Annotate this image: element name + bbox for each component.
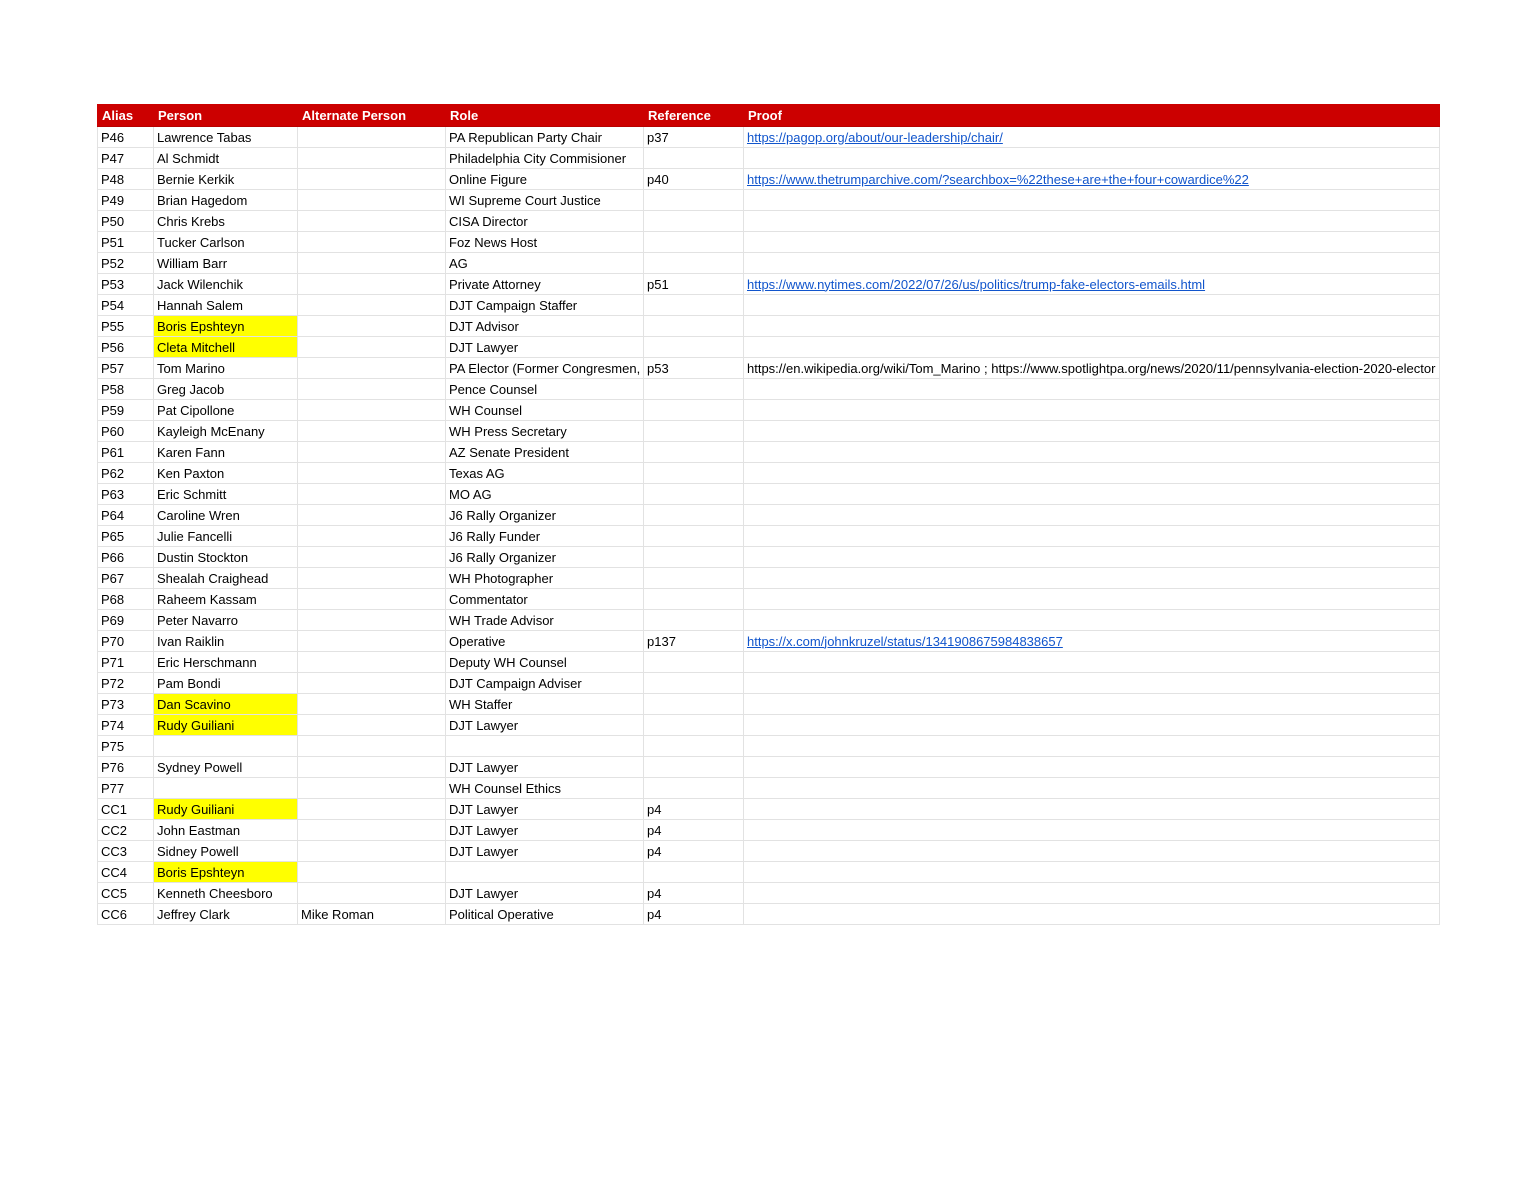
cell-alias[interactable]: P54 — [98, 295, 154, 316]
cell-alternate-person[interactable] — [298, 316, 446, 337]
cell-role[interactable]: Commentator — [446, 589, 644, 610]
cell-proof[interactable] — [744, 232, 1440, 253]
cell-alias[interactable]: CC1 — [98, 799, 154, 820]
cell-alias[interactable]: P58 — [98, 379, 154, 400]
cell-alias[interactable]: P60 — [98, 421, 154, 442]
cell-role[interactable]: Operative — [446, 631, 644, 652]
cell-person[interactable]: Sidney Powell — [154, 841, 298, 862]
cell-reference[interactable] — [644, 232, 744, 253]
cell-role[interactable]: DJT Campaign Adviser — [446, 673, 644, 694]
table-row — [98, 505, 1440, 526]
table-row — [98, 820, 1440, 841]
cell-role[interactable]: WH Photographer — [446, 568, 644, 589]
cell-person[interactable]: Tom Marino — [154, 358, 298, 379]
cell-alias[interactable]: P62 — [98, 463, 154, 484]
cell-person[interactable] — [154, 778, 298, 799]
cell-alternate-person[interactable] — [298, 379, 446, 400]
cell-alternate-person[interactable] — [298, 337, 446, 358]
cell-proof[interactable] — [744, 589, 1440, 610]
cell-person[interactable]: Jack Wilenchik — [154, 274, 298, 295]
cell-alternate-person[interactable] — [298, 400, 446, 421]
table-row — [98, 400, 1440, 421]
cell-alias[interactable]: P51 — [98, 232, 154, 253]
table-row — [98, 715, 1440, 736]
cell-reference[interactable] — [644, 337, 744, 358]
table-row — [98, 127, 1440, 148]
cell-person[interactable]: Peter Navarro — [154, 610, 298, 631]
cell-person[interactable]: Ken Paxton — [154, 463, 298, 484]
cell-alternate-person[interactable] — [298, 295, 446, 316]
cell-person[interactable]: Lawrence Tabas — [154, 127, 298, 148]
cell-role[interactable]: J6 Rally Organizer — [446, 547, 644, 568]
cell-reference[interactable] — [644, 568, 744, 589]
cell-alias[interactable]: CC5 — [98, 883, 154, 904]
table-row — [98, 442, 1440, 463]
cell-reference[interactable]: p37 — [644, 127, 744, 148]
cell-alternate-person[interactable]: Mike Roman — [298, 904, 446, 925]
table-row — [98, 568, 1440, 589]
cell-role[interactable]: Deputy WH Counsel — [446, 652, 644, 673]
cell-alternate-person[interactable] — [298, 169, 446, 190]
table-row — [98, 862, 1440, 883]
cell-reference[interactable] — [644, 400, 744, 421]
table-row — [98, 274, 1440, 295]
cell-role[interactable]: Private Attorney — [446, 274, 644, 295]
cell-proof[interactable] — [744, 421, 1440, 442]
cell-proof[interactable] — [744, 253, 1440, 274]
cell-proof[interactable] — [744, 715, 1440, 736]
cell-alternate-person[interactable] — [298, 568, 446, 589]
cell-proof[interactable] — [744, 316, 1440, 337]
proof-link[interactable]: https://www.nytimes.com/2022/07/26/us/politics/trump-fake-electors-emails.html — [747, 276, 1206, 292]
cell-proof[interactable] — [744, 694, 1440, 715]
cell-role[interactable]: Foz News Host — [446, 232, 644, 253]
cell-alias[interactable]: P50 — [98, 211, 154, 232]
table-row — [98, 211, 1440, 232]
table-row — [98, 652, 1440, 673]
cell-alternate-person[interactable] — [298, 547, 446, 568]
table-row — [98, 190, 1440, 211]
cell-person[interactable]: Tucker Carlson — [154, 232, 298, 253]
table-row — [98, 421, 1440, 442]
cell-role[interactable]: DJT Lawyer — [446, 820, 644, 841]
cell-proof[interactable] — [744, 610, 1440, 631]
cell-person[interactable]: Brian Hagedom — [154, 190, 298, 211]
cell-role[interactable]: J6 Rally Organizer — [446, 505, 644, 526]
cell-person[interactable]: John Eastman — [154, 820, 298, 841]
cell-proof[interactable] — [744, 841, 1440, 862]
cell-alias[interactable]: P49 — [98, 190, 154, 211]
cell-role[interactable]: WH Press Secretary — [446, 421, 644, 442]
cell-person[interactable]: Raheem Kassam — [154, 589, 298, 610]
cell-reference[interactable] — [644, 295, 744, 316]
table-row — [98, 610, 1440, 631]
cell-role[interactable]: AG — [446, 253, 644, 274]
cell-person[interactable]: Pat Cipollone — [154, 400, 298, 421]
cell-alias[interactable]: P46 — [98, 127, 154, 148]
cell-alias[interactable]: P59 — [98, 400, 154, 421]
cell-role[interactable]: WH Counsel Ethics — [446, 778, 644, 799]
cell-role[interactable]: DJT Campaign Staffer — [446, 295, 644, 316]
cell-reference[interactable]: p4 — [644, 841, 744, 862]
header-row — [98, 105, 1440, 127]
cell-alternate-person[interactable] — [298, 232, 446, 253]
cell-reference[interactable] — [644, 757, 744, 778]
cell-alternate-person[interactable] — [298, 820, 446, 841]
cell-role[interactable]: DJT Lawyer — [446, 337, 644, 358]
cell-person[interactable]: Ivan Raiklin — [154, 631, 298, 652]
cell-alias[interactable]: P56 — [98, 337, 154, 358]
cell-person[interactable]: Sydney Powell — [154, 757, 298, 778]
spreadsheet — [97, 104, 1439, 925]
table-row — [98, 337, 1440, 358]
cell-person[interactable]: Cleta Mitchell — [154, 337, 298, 358]
cell-person[interactable]: Chris Krebs — [154, 211, 298, 232]
cell-proof[interactable] — [744, 904, 1440, 925]
cell-alias[interactable]: CC2 — [98, 820, 154, 841]
cell-proof[interactable] — [744, 169, 1440, 190]
table-row — [98, 883, 1440, 904]
cell-alias[interactable]: P53 — [98, 274, 154, 295]
cell-alias[interactable]: P64 — [98, 505, 154, 526]
cell-proof[interactable] — [744, 442, 1440, 463]
cell-role[interactable]: J6 Rally Funder — [446, 526, 644, 547]
cell-person[interactable]: Rudy Guiliani — [154, 715, 298, 736]
cell-alternate-person[interactable] — [298, 652, 446, 673]
cell-reference[interactable] — [644, 778, 744, 799]
cell-proof[interactable] — [744, 778, 1440, 799]
cell-reference[interactable]: p137 — [644, 631, 744, 652]
cell-alias[interactable]: P61 — [98, 442, 154, 463]
cell-person[interactable]: Boris Epshteyn — [154, 316, 298, 337]
cell-alternate-person[interactable] — [298, 526, 446, 547]
cell-role[interactable]: Political Operative — [446, 904, 644, 925]
cell-reference[interactable] — [644, 148, 744, 169]
cell-alias[interactable]: P77 — [98, 778, 154, 799]
cell-reference[interactable]: p4 — [644, 883, 744, 904]
cell-role[interactable]: DJT Lawyer — [446, 757, 644, 778]
table-row — [98, 316, 1440, 337]
cell-alias[interactable]: P73 — [98, 694, 154, 715]
cell-role[interactable]: Online Figure — [446, 169, 644, 190]
cell-alternate-person[interactable] — [298, 484, 446, 505]
cell-reference[interactable] — [644, 316, 744, 337]
cell-role[interactable]: DJT Lawyer — [446, 799, 644, 820]
cell-reference[interactable]: p4 — [644, 904, 744, 925]
cell-reference[interactable] — [644, 463, 744, 484]
table-row — [98, 169, 1440, 190]
table-row — [98, 295, 1440, 316]
cell-role[interactable]: DJT Lawyer — [446, 883, 644, 904]
cell-alternate-person[interactable] — [298, 190, 446, 211]
proof-link[interactable]: https://pagop.org/about/our-leadership/chair/ — [747, 129, 1003, 145]
cell-role[interactable]: WI Supreme Court Justice — [446, 190, 644, 211]
cell-person[interactable]: Al Schmidt — [154, 148, 298, 169]
cell-alternate-person[interactable] — [298, 505, 446, 526]
cell-role[interactable]: DJT Advisor — [446, 316, 644, 337]
cell-alias[interactable]: CC6 — [98, 904, 154, 925]
cell-alias[interactable]: CC3 — [98, 841, 154, 862]
cell-alias[interactable]: P76 — [98, 757, 154, 778]
cell-role[interactable] — [446, 862, 644, 883]
cell-alias[interactable]: P55 — [98, 316, 154, 337]
cell-role[interactable]: PA Elector (Former Congresmen, — [446, 358, 644, 379]
table-row — [98, 904, 1440, 925]
cell-proof[interactable] — [744, 736, 1440, 757]
cell-role[interactable]: PA Republican Party Chair — [446, 127, 644, 148]
cell-alias[interactable]: P47 — [98, 148, 154, 169]
cell-alternate-person[interactable] — [298, 883, 446, 904]
cell-role[interactable]: DJT Lawyer — [446, 841, 644, 862]
cell-proof[interactable] — [744, 652, 1440, 673]
table-row — [98, 526, 1440, 547]
cell-proof[interactable] — [744, 505, 1440, 526]
cell-reference[interactable]: p53 — [644, 358, 744, 379]
cell-alias[interactable]: P57 — [98, 358, 154, 379]
cell-person[interactable]: Pam Bondi — [154, 673, 298, 694]
cell-person[interactable]: Rudy Guiliani — [154, 799, 298, 820]
table-row — [98, 253, 1440, 274]
table-row — [98, 736, 1440, 757]
cell-proof[interactable]: https://en.wikipedia.org/wiki/Tom_Marino ; https://www.spotlightpa.org/news/2020/11/pennsylvania-election-2020-elector — [744, 358, 1440, 379]
cell-alternate-person[interactable] — [298, 736, 446, 757]
cell-reference[interactable] — [644, 652, 744, 673]
cell-proof[interactable] — [744, 484, 1440, 505]
cell-proof[interactable] — [744, 379, 1440, 400]
cell-reference[interactable] — [644, 673, 744, 694]
cell-role[interactable]: Philadelphia City Commisioner — [446, 148, 644, 169]
cell-role[interactable]: Texas AG — [446, 463, 644, 484]
cell-person[interactable]: William Barr — [154, 253, 298, 274]
cell-person[interactable]: Julie Fancelli — [154, 526, 298, 547]
cell-alternate-person[interactable] — [298, 589, 446, 610]
cell-role[interactable]: WH Staffer — [446, 694, 644, 715]
table-row — [98, 148, 1440, 169]
cell-alternate-person[interactable] — [298, 127, 446, 148]
cell-proof[interactable] — [744, 295, 1440, 316]
table-row — [98, 484, 1440, 505]
cell-alternate-person[interactable] — [298, 463, 446, 484]
cell-alternate-person[interactable] — [298, 631, 446, 652]
cell-alternate-person[interactable] — [298, 253, 446, 274]
cell-reference[interactable]: p4 — [644, 820, 744, 841]
cell-proof[interactable] — [744, 274, 1440, 295]
cell-reference[interactable] — [644, 484, 744, 505]
table-row — [98, 463, 1440, 484]
cell-alternate-person[interactable] — [298, 211, 446, 232]
cell-person[interactable]: Eric Herschmann — [154, 652, 298, 673]
cell-reference[interactable] — [644, 862, 744, 883]
cell-proof[interactable] — [744, 757, 1440, 778]
table-row — [98, 841, 1440, 862]
cell-role[interactable]: WH Trade Advisor — [446, 610, 644, 631]
cell-proof[interactable] — [744, 400, 1440, 421]
cell-reference[interactable] — [644, 253, 744, 274]
cell-alternate-person[interactable] — [298, 148, 446, 169]
table-row — [98, 694, 1440, 715]
table-body — [98, 127, 1440, 925]
cell-reference[interactable] — [644, 379, 744, 400]
cell-alias[interactable]: P71 — [98, 652, 154, 673]
cell-reference[interactable] — [644, 505, 744, 526]
cell-alternate-person[interactable] — [298, 757, 446, 778]
cell-proof[interactable] — [744, 862, 1440, 883]
table-row — [98, 379, 1440, 400]
cell-reference[interactable]: p4 — [644, 799, 744, 820]
cell-reference[interactable] — [644, 715, 744, 736]
cell-alias[interactable]: P74 — [98, 715, 154, 736]
cell-alternate-person[interactable] — [298, 673, 446, 694]
table-row — [98, 778, 1440, 799]
cell-proof[interactable] — [744, 547, 1440, 568]
table-row — [98, 358, 1440, 379]
cell-reference[interactable] — [644, 610, 744, 631]
cell-alternate-person[interactable] — [298, 421, 446, 442]
cell-person[interactable]: Jeffrey Clark — [154, 904, 298, 925]
cell-proof[interactable] — [744, 673, 1440, 694]
cell-role[interactable]: Pence Counsel — [446, 379, 644, 400]
table-row — [98, 757, 1440, 778]
cell-proof[interactable] — [744, 463, 1440, 484]
cell-reference[interactable] — [644, 190, 744, 211]
cell-alias[interactable]: P68 — [98, 589, 154, 610]
cell-person[interactable]: Bernie Kerkik — [154, 169, 298, 190]
cell-alternate-person[interactable] — [298, 799, 446, 820]
table-row — [98, 589, 1440, 610]
cell-alias[interactable]: P69 — [98, 610, 154, 631]
table-row — [98, 547, 1440, 568]
cell-role[interactable]: CISA Director — [446, 211, 644, 232]
cell-alias[interactable]: P75 — [98, 736, 154, 757]
cell-reference[interactable]: p40 — [644, 169, 744, 190]
cell-reference[interactable] — [644, 211, 744, 232]
cell-proof[interactable] — [744, 211, 1440, 232]
cell-role[interactable] — [446, 736, 644, 757]
cell-alternate-person[interactable] — [298, 694, 446, 715]
cell-person[interactable]: Dan Scavino — [154, 694, 298, 715]
cell-alias[interactable]: P52 — [98, 253, 154, 274]
cell-alternate-person[interactable] — [298, 862, 446, 883]
cell-person[interactable]: Karen Fann — [154, 442, 298, 463]
cell-alternate-person[interactable] — [298, 274, 446, 295]
cell-alias[interactable]: P67 — [98, 568, 154, 589]
cell-alias[interactable]: P48 — [98, 169, 154, 190]
cell-reference[interactable] — [644, 526, 744, 547]
cell-alias[interactable]: P63 — [98, 484, 154, 505]
cell-role[interactable]: DJT Lawyer — [446, 715, 644, 736]
cell-alias[interactable]: P65 — [98, 526, 154, 547]
table-row — [98, 232, 1440, 253]
cell-reference[interactable] — [644, 694, 744, 715]
proof-link[interactable]: https://x.com/johnkruzel/status/1341908675984838657 — [747, 633, 1063, 649]
table-row — [98, 799, 1440, 820]
cell-alternate-person[interactable] — [298, 610, 446, 631]
cell-reference[interactable] — [644, 589, 744, 610]
cell-role[interactable]: MO AG — [446, 484, 644, 505]
cell-reference[interactable] — [644, 736, 744, 757]
cell-alternate-person[interactable] — [298, 358, 446, 379]
header-proof: Proof — [744, 105, 1440, 127]
cell-proof[interactable] — [744, 148, 1440, 169]
cell-proof[interactable] — [744, 127, 1440, 148]
header-person: Person — [154, 105, 298, 127]
cell-person[interactable]: Kenneth Cheesboro — [154, 883, 298, 904]
cell-alternate-person[interactable] — [298, 841, 446, 862]
cell-alternate-person[interactable] — [298, 778, 446, 799]
proof-link[interactable]: https://www.thetrumparchive.com/?searchbox=%22these+are+the+four+cowardice%22 — [747, 171, 1249, 187]
cell-person[interactable]: Shealah Craighead — [154, 568, 298, 589]
cell-person[interactable] — [154, 736, 298, 757]
people-table — [97, 104, 1440, 925]
cell-person[interactable]: Hannah Salem — [154, 295, 298, 316]
cell-person[interactable]: Kayleigh McEnany — [154, 421, 298, 442]
header-alternate-person: Alternate Person — [298, 105, 446, 127]
cell-person[interactable]: Boris Epshteyn — [154, 862, 298, 883]
table-row — [98, 673, 1440, 694]
cell-alias[interactable]: CC4 — [98, 862, 154, 883]
cell-alternate-person[interactable] — [298, 715, 446, 736]
cell-proof[interactable] — [744, 526, 1440, 547]
cell-alternate-person[interactable] — [298, 442, 446, 463]
cell-role[interactable]: WH Counsel — [446, 400, 644, 421]
cell-proof[interactable] — [744, 337, 1440, 358]
cell-person[interactable]: Greg Jacob — [154, 379, 298, 400]
cell-person[interactable]: Dustin Stockton — [154, 547, 298, 568]
table-row — [98, 631, 1440, 652]
cell-proof[interactable] — [744, 820, 1440, 841]
cell-reference[interactable] — [644, 421, 744, 442]
cell-role[interactable]: AZ Senate President — [446, 442, 644, 463]
cell-alias[interactable]: P66 — [98, 547, 154, 568]
cell-reference[interactable] — [644, 442, 744, 463]
cell-person[interactable]: Caroline Wren — [154, 505, 298, 526]
cell-proof[interactable] — [744, 799, 1440, 820]
cell-proof[interactable] — [744, 631, 1440, 652]
cell-proof[interactable] — [744, 190, 1440, 211]
cell-alias[interactable]: P72 — [98, 673, 154, 694]
cell-proof[interactable] — [744, 568, 1440, 589]
cell-reference[interactable]: p51 — [644, 274, 744, 295]
cell-alias[interactable]: P70 — [98, 631, 154, 652]
cell-person[interactable]: Eric Schmitt — [154, 484, 298, 505]
cell-proof[interactable] — [744, 883, 1440, 904]
header-alias: Alias — [98, 105, 154, 127]
header-role: Role — [446, 105, 644, 127]
cell-reference[interactable] — [644, 547, 744, 568]
header-reference: Reference — [644, 105, 744, 127]
